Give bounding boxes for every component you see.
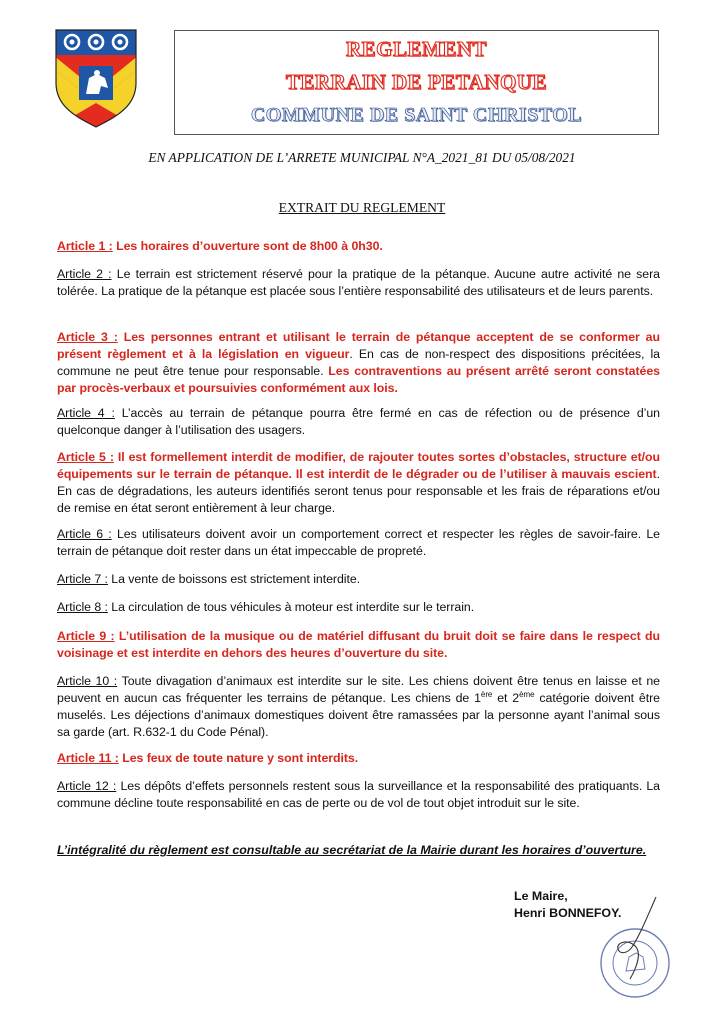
title-reglement: REGLEMENT bbox=[345, 37, 488, 61]
section-heading: EXTRAIT DU REGLEMENT bbox=[278, 200, 446, 215]
article-9 bbox=[57, 628, 660, 662]
article-8 bbox=[57, 599, 660, 616]
consultation-note: L’intégralité du règlement est consultable au secrétariat de la Mairie durant les horaires d’ouverture. bbox=[57, 843, 647, 857]
article-text: catégorie doivent être muselés. Les déjections d’animaux domestiques doivent être ramassées par la personne ayant l’animal sous sa garde (art. R.632-1 du Code Pénal). bbox=[57, 691, 660, 739]
article-label: Article 2 : bbox=[57, 267, 112, 281]
article-text-red: L’utilisation de la musique ou de matériel diffusant du bruit doit se faire dans le respect du voisinage et est interdite en dehors des heures d’ouverture du site. bbox=[57, 629, 660, 660]
article-2 bbox=[57, 266, 660, 300]
signature-name: Henri BONNEFOY. bbox=[514, 906, 622, 920]
article-3 bbox=[57, 329, 660, 397]
title-box bbox=[174, 30, 659, 135]
article-4 bbox=[57, 405, 660, 439]
article-text-red: Les personnes entrant et utilisant le terrain de pétanque acceptent de se conformer au présent règlement et à la législation en vigueur bbox=[57, 330, 660, 361]
article-text-red: Il est formellement interdit de modifier, de rajouter toutes sortes d’obstacles, structure et/ou équipements sur le terrain de pétanque. Il est interdit de le dégrader ou de l’utiliser à mauvais escient bbox=[57, 450, 660, 481]
signature-block bbox=[514, 888, 621, 922]
superscript: ère bbox=[480, 689, 493, 699]
title-commune: COMMUNE DE SAINT CHRISTOL bbox=[250, 104, 583, 126]
title-terrain: TERRAIN DE PETANQUE bbox=[285, 70, 548, 94]
article-label: Article 4 : bbox=[57, 406, 115, 420]
article-7 bbox=[57, 571, 660, 588]
article-label: Article 9 : bbox=[57, 629, 115, 643]
signature-role: Le Maire, bbox=[514, 889, 568, 903]
article-label: Article 7 : bbox=[57, 572, 108, 586]
article-label: Article 3 : bbox=[57, 330, 118, 344]
article-text: La circulation de tous véhicules à moteur est interdite sur le terrain. bbox=[111, 600, 475, 614]
article-label: Article 5 : bbox=[57, 450, 114, 464]
article-text-red: Les contraventions au présent arrêté seront constatées par procès-verbaux et poursuivies conformément aux lois. bbox=[57, 364, 660, 395]
article-text: Toute divagation d’animaux est interdite sur le site. Les chiens doivent être tenus en laisse et ne peuvent en aucun cas fréquenter les terrains de pétanque. Les chiens de 1 bbox=[57, 674, 660, 705]
article-1 bbox=[57, 238, 660, 255]
coat-of-arms-icon bbox=[53, 28, 139, 128]
article-text: Les horaires d’ouverture sont de 8h00 à 0h30. bbox=[116, 239, 383, 253]
arrete-reference: EN APPLICATION DE L’ARRETE MUNICIPAL N°A_2021_81 DU 05/08/2021 bbox=[148, 150, 576, 165]
article-12 bbox=[57, 778, 660, 812]
article-text: Les dépôts d’effets personnels restent sous la surveillance et la responsabilité des pratiquants. La commune décline toute responsabilité en cas de perte ou de vol de tout objet introduit sur le site. bbox=[57, 779, 660, 810]
article-label: Article 1 : bbox=[57, 239, 113, 253]
article-text: . En cas de non-respect des dispositions précitées, la commune ne peut être tenue pour responsable. bbox=[57, 347, 661, 378]
article-text: . En cas de dégradations, les auteurs identifiés seront tenus pour responsable et les frais de réparations et/ou de remise en état seront entièrement à leur charge. bbox=[57, 467, 660, 515]
article-11 bbox=[57, 750, 660, 767]
article-text: Les utilisateurs doivent avoir un comportement correct et respecter les règles de savoir-faire. Le terrain de pétanque doit rester dans un état impeccable de propreté. bbox=[57, 527, 660, 558]
article-label: Article 11 : bbox=[57, 751, 119, 765]
article-10 bbox=[57, 673, 660, 741]
article-5 bbox=[57, 449, 660, 517]
superscript: ème bbox=[519, 689, 535, 699]
article-label: Article 8 : bbox=[57, 600, 108, 614]
article-label: Article 12 : bbox=[57, 779, 117, 793]
article-text-red: Les feux de toute nature y sont interdits. bbox=[122, 751, 359, 765]
article-text: La vente de boissons est strictement interdite. bbox=[111, 572, 361, 586]
article-6 bbox=[57, 526, 660, 560]
article-label: Article 6 : bbox=[57, 527, 112, 541]
article-text: L’accès au terrain de pétanque pourra être fermé en cas de réfection ou de présence d’un quelconque danger à l’utilisation des usagers. bbox=[57, 406, 660, 437]
article-label: Article 10 : bbox=[57, 674, 118, 688]
article-text: et 2 bbox=[492, 691, 520, 705]
article-text: Le terrain est strictement réservé pour la pratique de la pétanque. Aucune autre activité ne sera tolérée. La pratique de la pétanque est placée sous l’entière responsabilité des utilisateurs et de leurs parents. bbox=[57, 267, 660, 298]
